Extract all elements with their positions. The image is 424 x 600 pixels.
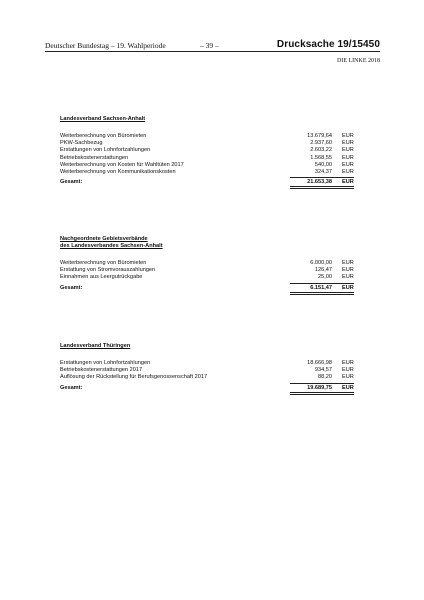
- row-label: Betriebskostenerstattungen 2017: [60, 367, 143, 374]
- total-double-rule: [290, 292, 354, 295]
- total-label: Gesamt:: [60, 384, 83, 391]
- row-label: PKW-Sachbezug: [60, 140, 103, 147]
- header-divider: [45, 51, 380, 52]
- total-double-rule: [290, 186, 354, 189]
- row-currency: EUR: [342, 367, 354, 374]
- row-currency: EUR: [342, 161, 354, 168]
- row-amount: 18.666,98: [307, 360, 332, 366]
- header-page-number: – 39 –: [200, 41, 219, 50]
- total-row: [60, 285, 356, 292]
- row-currency: EUR: [342, 360, 354, 366]
- section-rows: [60, 260, 356, 282]
- total-label: Gesamt:: [60, 284, 83, 291]
- row-label: Einnahmen aus Leergutrückgabe: [60, 274, 143, 281]
- row-currency: EUR: [342, 260, 354, 266]
- header-party: DIE LINKE 2018: [337, 58, 380, 64]
- table-row: [60, 140, 356, 147]
- row-label: Erstattungen von Lohnfortzahlungen: [60, 360, 151, 366]
- row-amount: 13.679,64: [307, 133, 332, 139]
- row-label: Weiterberechnung von Büromieten: [60, 260, 147, 266]
- section-title: Landesverband Sachsen-Anhalt: [60, 116, 146, 122]
- row-amount: 25,00: [318, 274, 332, 281]
- section-title: Nachgeordnete Gebietsverbände: [60, 236, 148, 242]
- total-amount: 21.653,38: [307, 179, 332, 186]
- row-amount: 324,37: [314, 168, 332, 175]
- total-amount: 6.151,47: [310, 284, 332, 291]
- total-row: [60, 179, 356, 186]
- total-currency: EUR: [342, 179, 354, 186]
- row-currency: EUR: [342, 267, 354, 274]
- table-row: [60, 147, 356, 154]
- header-document-id: 15450: [351, 39, 380, 50]
- row-currency: EUR: [342, 274, 354, 281]
- row-amount: 88,20: [318, 374, 332, 381]
- row-currency: EUR: [342, 374, 354, 381]
- table-row: [60, 267, 356, 274]
- row-amount: 934,57: [314, 367, 332, 374]
- table-row: [60, 360, 356, 367]
- total-currency: EUR: [342, 284, 354, 291]
- table-row: [60, 374, 356, 381]
- subtotal-rule: [290, 177, 354, 178]
- row-currency: EUR: [342, 154, 354, 161]
- section-title-line-2: des Landesverbandes Sachsen-Anhalt: [60, 243, 163, 249]
- row-label: Erstattung von Stromvorauszahlungen: [60, 267, 156, 274]
- row-label: Erstattungen von Lohnfortzahlungen: [60, 147, 151, 154]
- section-gebietsverbaende: [60, 236, 356, 295]
- total-label: Gesamt:: [60, 179, 83, 186]
- row-label: Auflösung der Rückstellung für Berufsgenossenschaft 2017: [60, 374, 208, 381]
- header-document-number: [277, 39, 380, 50]
- row-currency: EUR: [342, 168, 354, 175]
- row-amount: 6.000,00: [310, 260, 332, 266]
- section-rows: [60, 133, 356, 176]
- table-row: [60, 260, 356, 267]
- row-label: Weiterberechnung von Kommunikationskosten: [60, 168, 176, 175]
- subtotal-rule: [290, 383, 354, 384]
- table-row: [60, 162, 356, 169]
- subtotal-rule: [290, 283, 354, 284]
- row-currency: EUR: [342, 133, 354, 139]
- total-row: [60, 385, 356, 392]
- section-title: Landesverband Thüringen: [60, 343, 131, 349]
- row-amount: 2.937,60: [310, 140, 332, 147]
- total-amount: 19.689,75: [307, 384, 332, 391]
- table-row: [60, 169, 356, 176]
- row-amount: 1.568,55: [310, 154, 332, 161]
- row-amount: 540,00: [314, 161, 332, 168]
- row-label: Weiterberechnung von Kosten für Wahltüten 2017: [60, 161, 184, 168]
- total-double-rule: [290, 392, 354, 395]
- total-currency: EUR: [342, 384, 354, 391]
- row-label: Betriebskostenerstattungen: [60, 154, 129, 161]
- row-label: Weiterberechnung von Büromieten: [60, 133, 147, 139]
- table-row: [60, 367, 356, 374]
- row-amount: 2.603,22: [310, 147, 332, 154]
- row-currency: EUR: [342, 147, 354, 154]
- row-amount: 126,47: [314, 267, 332, 274]
- header-document-prefix: Drucksache 19/: [276, 39, 352, 50]
- section-sachsen-anhalt: [60, 116, 356, 189]
- table-row: [60, 274, 356, 281]
- table-row: [60, 133, 356, 140]
- row-currency: EUR: [342, 140, 354, 147]
- section-rows: [60, 360, 356, 382]
- section-thueringen: [60, 343, 356, 395]
- header-publication: Deutscher Bundestag – 19. Wahlperiode: [45, 41, 166, 50]
- table-row: [60, 155, 356, 162]
